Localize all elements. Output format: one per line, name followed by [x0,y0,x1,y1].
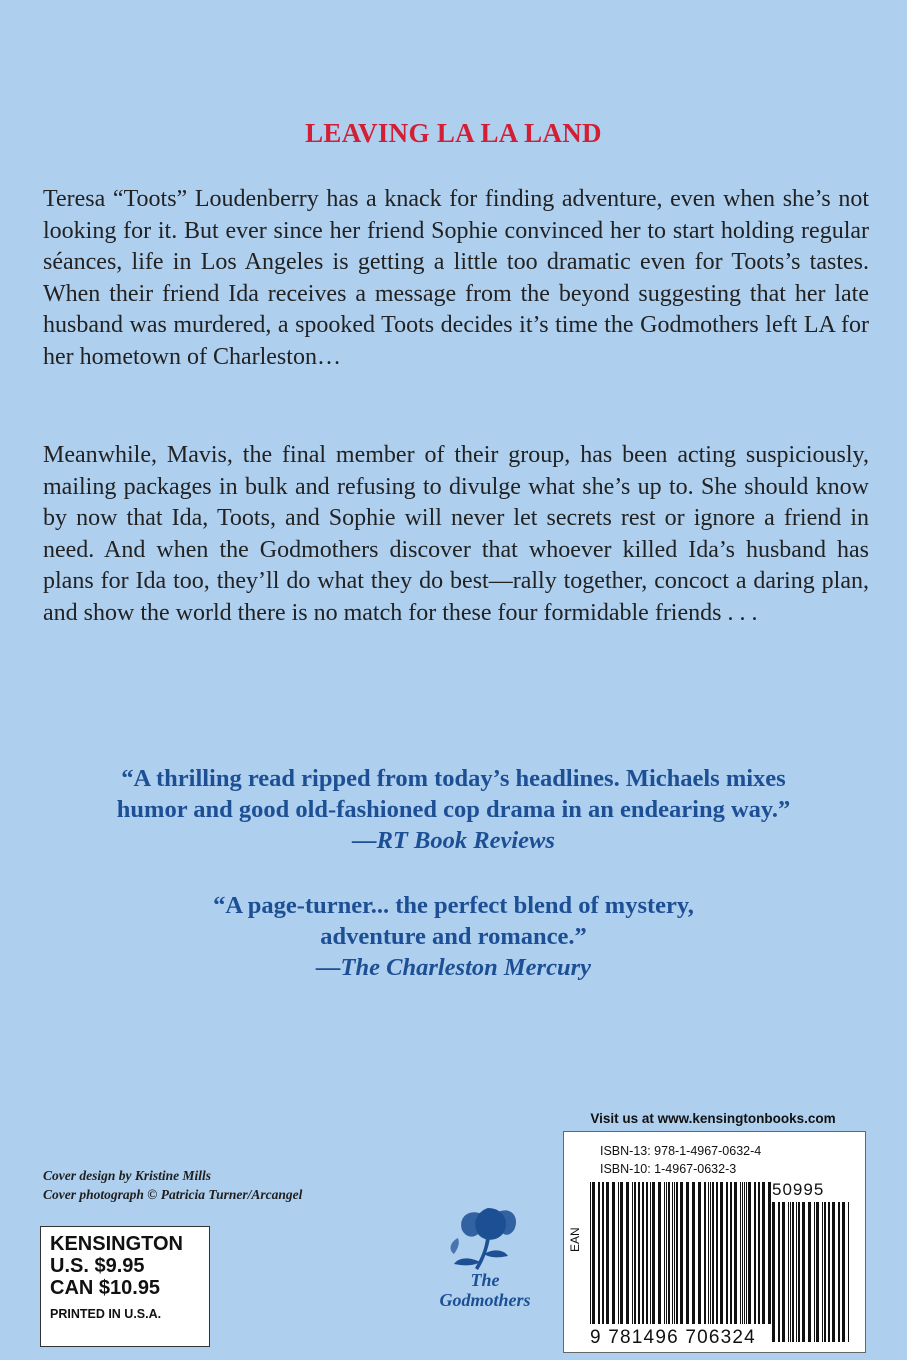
barcode-bar [672,1182,673,1324]
barcode-addon-digits: 50995 [772,1180,825,1199]
barcode-bar [792,1202,794,1342]
barcode-bar [638,1182,640,1324]
barcode-bar [716,1182,718,1324]
quote-attribution: —RT Book Reviews [352,827,555,854]
barcode-digits: 9 781496 706324 [590,1327,756,1348]
barcode-bar [754,1182,756,1324]
barcode-bar [674,1182,675,1324]
barcode-bar [606,1182,609,1324]
barcode-bar [778,1202,780,1342]
barcode-bar [816,1202,819,1342]
barcode-box [563,1131,866,1353]
barcode-bar [730,1182,732,1324]
barcode-bar [742,1182,743,1324]
barcode-bar [746,1182,747,1324]
barcode-bar [626,1182,629,1324]
barcode-bar [698,1182,701,1324]
barcode-bar [842,1202,845,1342]
ean-label: EAN [568,1227,582,1252]
quote-line: humor and good old-fashioned cop drama in an endearing way.” [116,796,791,823]
barcode-bar [650,1182,651,1324]
barcode-bar [602,1182,604,1324]
can-price: CAN $10.95 [50,1277,161,1299]
barcode-bar [788,1202,789,1342]
barcode-bar [782,1202,785,1342]
barcode-bar [726,1182,728,1324]
price-box [40,1226,210,1347]
review-quote-1 [0,763,907,856]
barcode-bar [798,1202,800,1342]
quote-line: “A thrilling read ripped from today’s headlines. Michaels mixes [121,765,786,792]
barcode-bar [666,1182,667,1324]
book-title: LEAVING LA LA LAND [305,118,602,148]
us-price: U.S. $9.95 [50,1255,145,1277]
printed-in: PRINTED IN U.S.A. [50,1307,162,1321]
barcode-bar [686,1182,689,1324]
barcode-bar [832,1202,835,1342]
barcode-bar [822,1202,823,1342]
publisher-name: KENSINGTON [50,1233,183,1255]
barcode-bar [634,1182,636,1324]
barcode-bar [612,1182,615,1324]
barcode-bar [712,1182,714,1324]
barcode-addon-bars [772,1202,852,1342]
barcode-bar [652,1182,655,1324]
barcode-bars [590,1182,772,1324]
barcode-bar [664,1182,665,1324]
barcode-bar [796,1202,797,1342]
barcode-bar [668,1182,670,1324]
barcode-bar [848,1202,849,1342]
barcode-bar [632,1182,633,1324]
barcode-bar [658,1182,661,1324]
blurb-paragraph-1: Teresa “Toots” Loudenberry has a knack for finding adventure, even when she’s not looking for it. But ever since her friend Sophie convinced her to start holding regular séances, life in Los Angeles is getting a little too dramatic even for Toots’s tastes. When their friend Ida receives a message from the beyond suggesting that her late husband was murdered, a spooked Toots decides it’s time the Godmothers left LA for her hometown of Charleston… [43,186,869,370]
barcode-bar [828,1202,830,1342]
logo-line-1: The [470,1270,500,1290]
quote-line: “A page-turner... the perfect blend of mystery, [213,892,694,919]
barcode-bar [824,1202,826,1342]
barcode-bar [838,1202,840,1342]
barcode-bar [802,1202,805,1342]
cover-photo-credit: Cover photograph © Patricia Turner/Arcangel [43,1187,303,1202]
review-quote-2 [0,890,907,983]
barcode-bar [720,1182,723,1324]
blurb-paragraph-2: Meanwhile, Mavis, the final member of their group, has been acting suspiciously, mailing packages in bulk and refusing to divulge what she’s up to. She should know by now that Ida, Toots, and Sophie will never let secrets rest or ignore a friend in need. And when the Godmothers discover that whoever killed Ida’s husband has plans for Ida too, they’ll do what they do best—rally together, concoct a daring plan, and show the world there is no match for these four formidable friends . . . [43,442,869,626]
barcode-bar [708,1182,709,1324]
godmothers-logo-text [430,1270,540,1310]
barcode-bar [642,1182,644,1324]
isbn-10: ISBN-10: 1-4967-0632-3 [600,1162,737,1176]
barcode-bar [676,1182,678,1324]
quote-attribution: —The Charleston Mercury [316,954,591,981]
barcode-bar [748,1182,751,1324]
barcode-bar [620,1182,623,1324]
barcode-bar [758,1182,760,1324]
barcode-bar [762,1182,765,1324]
cover-design-credit: Cover design by Kristine Mills [43,1168,212,1183]
quote-line: adventure and romance.” [320,923,587,950]
isbn-13: ISBN-13: 978-1-4967-0632-4 [600,1144,762,1158]
barcode-bar [772,1202,775,1342]
barcode-bar [590,1182,591,1324]
website-line: Visit us at www.kensingtonbooks.com [590,1111,836,1126]
cover-credits [43,1166,302,1204]
barcode-bar [744,1182,745,1324]
logo-line-2: Godmothers [439,1290,531,1310]
barcode-bar [790,1202,791,1342]
barcode-bar [768,1182,771,1324]
barcode-bar [592,1182,595,1324]
barcode-bar [692,1182,695,1324]
barcode-bar [598,1182,600,1324]
barcode-bar [680,1182,683,1324]
barcode-bar [618,1182,619,1324]
barcode-bar [734,1182,737,1324]
barcode-bar [710,1182,711,1324]
barcode-bar [646,1182,648,1324]
barcode-bar [704,1182,706,1324]
barcode-bar [808,1202,811,1342]
barcode-bar [740,1182,741,1324]
barcode-bar [814,1202,815,1342]
